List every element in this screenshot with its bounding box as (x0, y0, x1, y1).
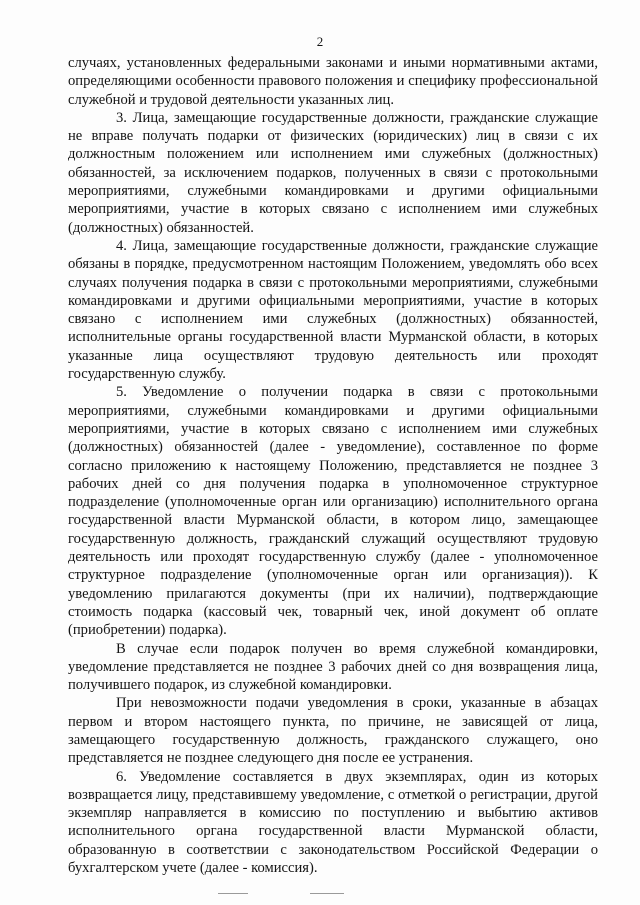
paragraph-item-4: 4. Лица, замещающие государственные должности, гражданские служащие обязаны в порядке, предусмотренном настоящим Положением, уведомлять обо всех случаях получения подарка в связи с протокольными мероприятиями, служебными командировками и другими официальными мероприятиями, участие в которых связано с исполнением ими служебных (должностных) обязанностей, исполнительные органы государственной власти Мурманской области, в которых указанные лица осуществляют трудовую деятельность или проходят государственную службу. (68, 237, 598, 383)
paragraph-item-3: 3. Лица, замещающие государственные должности, гражданские служащие не вправе получать подарки от физических (юридических) лиц в связи с их должностным положением или исполнением ими служебных (должностных) обязанностей, за исключением подарков, полученных в связи с протокольными мероприятиями, служебными командировками и другими официальными мероприятиями, участие в которых связано с исполнением ими служебных (должностных) обязанностей. (68, 109, 598, 236)
footer-line-mark (310, 893, 344, 894)
footer-line-mark (218, 893, 248, 894)
paragraph-continuation: случаях, установленных федеральными законами и иными нормативными актами, определяющими особенности правового положения и специфику профессиональной служебной и трудовой деятельности указанных лиц. (68, 55, 598, 108)
paragraph-item-5-impossibility: При невозможности подачи уведомления в сроки, указанные в абзацах первом и втором настоящего пункта, по причине, не зависящей от лица, замещающего государственную должность, гражданского служащего, оно представляется не позднее следующего дня после ее устранения. (68, 695, 598, 767)
paragraph-item-5: 5. Уведомление о получении подарка в связи с протокольными мероприятиями, служебными командировками и другими официальными мероприятиями, участие в которых связано с исполнением ими служебных (должностных) обязанностей (далее - уведомление), составленное по форме согласно приложению к настоящему Положению, представляется не позднее 3 рабочих дней со дня получения подарка в уполномоченное структурное подразделение (уполномоченные орган или организацию) исполнительного органа государственной власти Мурманской области, в котором лицо, замещающее государственную должность, гражданский служащий осуществляют трудовую деятельность или проходят государственную службу (далее - уполномоченное структурное подразделение (уполномоченные орган или организация)). К уведомлению прилагаются документы (при их наличии), подтверждающие стоимость подарка (кассовый чек, товарный чек, иной документ об оплате (приобретении) подарка). (68, 384, 598, 639)
paragraph-item-5-business-trip: В случае если подарок получен во время служебной командировки, уведомление представляется не позднее 3 рабочих дней со дня возвращения лица, получившего подарок, из служебной командировки. (68, 640, 598, 694)
document-body (68, 54, 598, 877)
paragraph-item-6: 6. Уведомление составляется в двух экземплярах, один из которых возвращается лицу, представившему уведомление, с отметкой о регистрации, другой экземпляр направляется в комиссию по поступлению и выбытию активов исполнительного органа государственной власти Мурманской области, образованную в соответствии с законодательством Российской Федерации о бухгалтерском учете (далее - комиссия). (68, 768, 598, 877)
footer-scan-marks (0, 893, 640, 897)
page-number: 2 (316, 34, 324, 49)
